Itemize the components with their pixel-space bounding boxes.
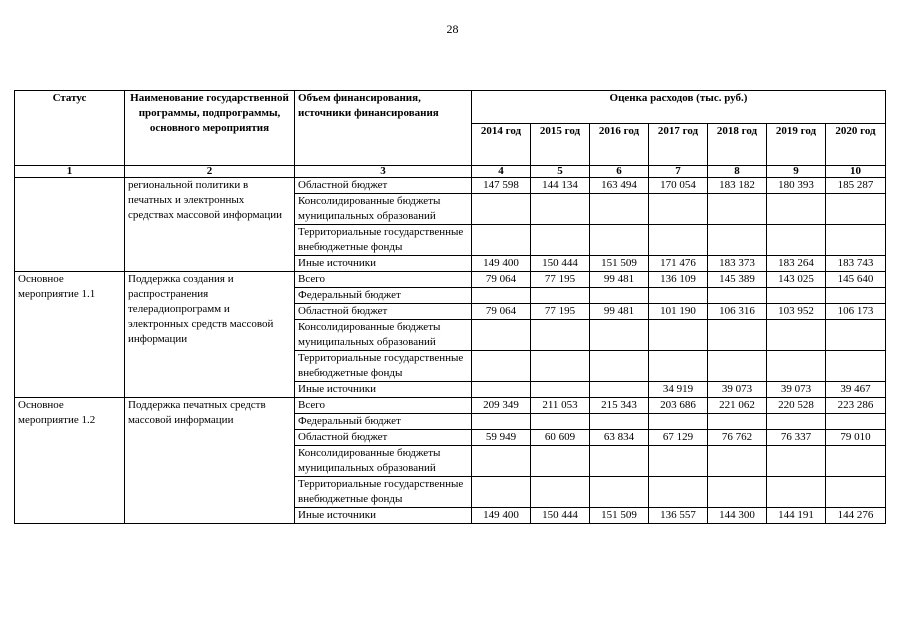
funding-source-cell: Всего (295, 398, 472, 414)
value-cell (708, 225, 767, 256)
value-cell (826, 477, 886, 508)
value-cell: 77 195 (531, 304, 590, 320)
value-cell (826, 446, 886, 477)
value-cell (531, 446, 590, 477)
value-cell: 223 286 (826, 398, 886, 414)
value-cell (649, 477, 708, 508)
header-year: 2016 год (590, 124, 649, 166)
value-cell: 183 264 (767, 256, 826, 272)
value-cell: 145 389 (708, 272, 767, 288)
table-row (15, 272, 886, 288)
value-cell (472, 477, 531, 508)
value-cell (649, 288, 708, 304)
funding-source-cell: Областной бюджет (295, 430, 472, 446)
value-cell (826, 225, 886, 256)
table-row (15, 398, 886, 414)
value-cell (590, 320, 649, 351)
value-cell (826, 288, 886, 304)
value-cell (826, 320, 886, 351)
value-cell (590, 288, 649, 304)
value-cell (472, 225, 531, 256)
value-cell (531, 382, 590, 398)
header-funding: Объем финансирования, источники финансирования (295, 91, 472, 166)
value-cell (767, 351, 826, 382)
value-cell (649, 414, 708, 430)
value-cell (590, 194, 649, 225)
value-cell: 39 073 (708, 382, 767, 398)
value-cell: 163 494 (590, 178, 649, 194)
value-cell: 149 400 (472, 256, 531, 272)
value-cell (708, 414, 767, 430)
value-cell (708, 477, 767, 508)
value-cell: 76 762 (708, 430, 767, 446)
value-cell: 63 834 (590, 430, 649, 446)
header-estimate: Оценка расходов (тыс. руб.) (472, 91, 886, 124)
value-cell (590, 225, 649, 256)
column-number: 10 (826, 166, 886, 178)
value-cell (590, 477, 649, 508)
value-cell (767, 225, 826, 256)
value-cell (590, 414, 649, 430)
value-cell: 151 509 (590, 508, 649, 524)
program-name-cell: региональной политики в печатных и электронных средствах массовой информации (125, 178, 295, 272)
column-number: 8 (708, 166, 767, 178)
table-row (15, 178, 886, 194)
value-cell: 211 053 (531, 398, 590, 414)
value-cell: 99 481 (590, 272, 649, 288)
value-cell: 144 300 (708, 508, 767, 524)
value-cell: 106 173 (826, 304, 886, 320)
funding-source-cell: Консолидированные бюджеты муниципальных образований (295, 320, 472, 351)
funding-source-cell: Территориальные государственные внебюджетные фонды (295, 351, 472, 382)
value-cell (649, 351, 708, 382)
value-cell: 39 073 (767, 382, 826, 398)
value-cell: 79 064 (472, 272, 531, 288)
value-cell: 147 598 (472, 178, 531, 194)
column-number: 5 (531, 166, 590, 178)
status-cell (15, 178, 125, 272)
value-cell: 220 528 (767, 398, 826, 414)
status-cell: Основное мероприятие 1.1 (15, 272, 125, 398)
value-cell (472, 320, 531, 351)
value-cell (767, 477, 826, 508)
value-cell: 145 640 (826, 272, 886, 288)
value-cell (531, 288, 590, 304)
value-cell: 183 373 (708, 256, 767, 272)
value-cell: 183 182 (708, 178, 767, 194)
column-number: 4 (472, 166, 531, 178)
value-cell: 203 686 (649, 398, 708, 414)
value-cell: 79 064 (472, 304, 531, 320)
value-cell (649, 446, 708, 477)
value-cell (767, 288, 826, 304)
value-cell (531, 225, 590, 256)
funding-source-cell: Консолидированные бюджеты муниципальных образований (295, 194, 472, 225)
column-number: 9 (767, 166, 826, 178)
header-name: Наименование государственной программы, подпрограммы, основного мероприятия (125, 91, 295, 166)
value-cell: 144 191 (767, 508, 826, 524)
value-cell: 136 109 (649, 272, 708, 288)
funding-source-cell: Федеральный бюджет (295, 288, 472, 304)
value-cell (472, 351, 531, 382)
value-cell (826, 351, 886, 382)
value-cell: 183 743 (826, 256, 886, 272)
value-cell (531, 351, 590, 382)
program-name-cell: Поддержка печатных средств массовой информации (125, 398, 295, 524)
table-body (15, 178, 886, 524)
value-cell (826, 194, 886, 225)
page-number: 28 (446, 22, 459, 36)
value-cell (472, 288, 531, 304)
value-cell (472, 446, 531, 477)
value-cell (708, 446, 767, 477)
value-cell: 34 919 (649, 382, 708, 398)
value-cell (767, 194, 826, 225)
expenditure-table (14, 90, 886, 524)
value-cell (826, 414, 886, 430)
header-year: 2018 год (708, 124, 767, 166)
value-cell (767, 446, 826, 477)
value-cell (590, 351, 649, 382)
value-cell (472, 194, 531, 225)
column-number: 6 (590, 166, 649, 178)
value-cell: 150 444 (531, 508, 590, 524)
funding-source-cell: Территориальные государственные внебюджетные фонды (295, 225, 472, 256)
value-cell (590, 446, 649, 477)
value-cell (472, 414, 531, 430)
value-cell (649, 194, 708, 225)
value-cell: 151 509 (590, 256, 649, 272)
funding-source-cell: Федеральный бюджет (295, 414, 472, 430)
value-cell: 144 134 (531, 178, 590, 194)
column-number: 2 (125, 166, 295, 178)
value-cell (472, 382, 531, 398)
value-cell: 143 025 (767, 272, 826, 288)
value-cell (531, 414, 590, 430)
funding-source-cell: Иные источники (295, 256, 472, 272)
funding-source-cell: Консолидированные бюджеты муниципальных образований (295, 446, 472, 477)
value-cell: 209 349 (472, 398, 531, 414)
value-cell (649, 225, 708, 256)
funding-source-cell: Территориальные государственные внебюджетные фонды (295, 477, 472, 508)
value-cell: 67 129 (649, 430, 708, 446)
value-cell: 39 467 (826, 382, 886, 398)
value-cell: 185 287 (826, 178, 886, 194)
column-number: 7 (649, 166, 708, 178)
column-number: 3 (295, 166, 472, 178)
value-cell (531, 194, 590, 225)
value-cell: 79 010 (826, 430, 886, 446)
value-cell (531, 477, 590, 508)
value-cell (767, 320, 826, 351)
value-cell (767, 414, 826, 430)
value-cell (531, 320, 590, 351)
value-cell: 101 190 (649, 304, 708, 320)
funding-source-cell: Иные источники (295, 382, 472, 398)
header-year: 2019 год (767, 124, 826, 166)
value-cell: 171 476 (649, 256, 708, 272)
funding-source-cell: Областной бюджет (295, 178, 472, 194)
status-cell: Основное мероприятие 1.2 (15, 398, 125, 524)
header-year: 2020 год (826, 124, 886, 166)
header-year: 2017 год (649, 124, 708, 166)
value-cell: 136 557 (649, 508, 708, 524)
program-name-cell: Поддержка создания и распространения телерадиопрограмм и электронных средств массовой информации (125, 272, 295, 398)
value-cell: 221 062 (708, 398, 767, 414)
value-cell: 170 054 (649, 178, 708, 194)
value-cell: 77 195 (531, 272, 590, 288)
funding-source-cell: Иные источники (295, 508, 472, 524)
header-year: 2014 год (472, 124, 531, 166)
value-cell: 144 276 (826, 508, 886, 524)
value-cell (708, 288, 767, 304)
column-number: 1 (15, 166, 125, 178)
value-cell: 150 444 (531, 256, 590, 272)
value-cell: 180 393 (767, 178, 826, 194)
value-cell (708, 320, 767, 351)
value-cell (708, 351, 767, 382)
value-cell: 60 609 (531, 430, 590, 446)
value-cell: 106 316 (708, 304, 767, 320)
funding-source-cell: Всего (295, 272, 472, 288)
value-cell: 103 952 (767, 304, 826, 320)
value-cell: 149 400 (472, 508, 531, 524)
value-cell (649, 320, 708, 351)
value-cell (590, 382, 649, 398)
funding-source-cell: Областной бюджет (295, 304, 472, 320)
value-cell (708, 194, 767, 225)
header-status: Статус (15, 91, 125, 166)
value-cell: 76 337 (767, 430, 826, 446)
value-cell: 59 949 (472, 430, 531, 446)
value-cell: 215 343 (590, 398, 649, 414)
value-cell: 99 481 (590, 304, 649, 320)
header-year: 2015 год (531, 124, 590, 166)
